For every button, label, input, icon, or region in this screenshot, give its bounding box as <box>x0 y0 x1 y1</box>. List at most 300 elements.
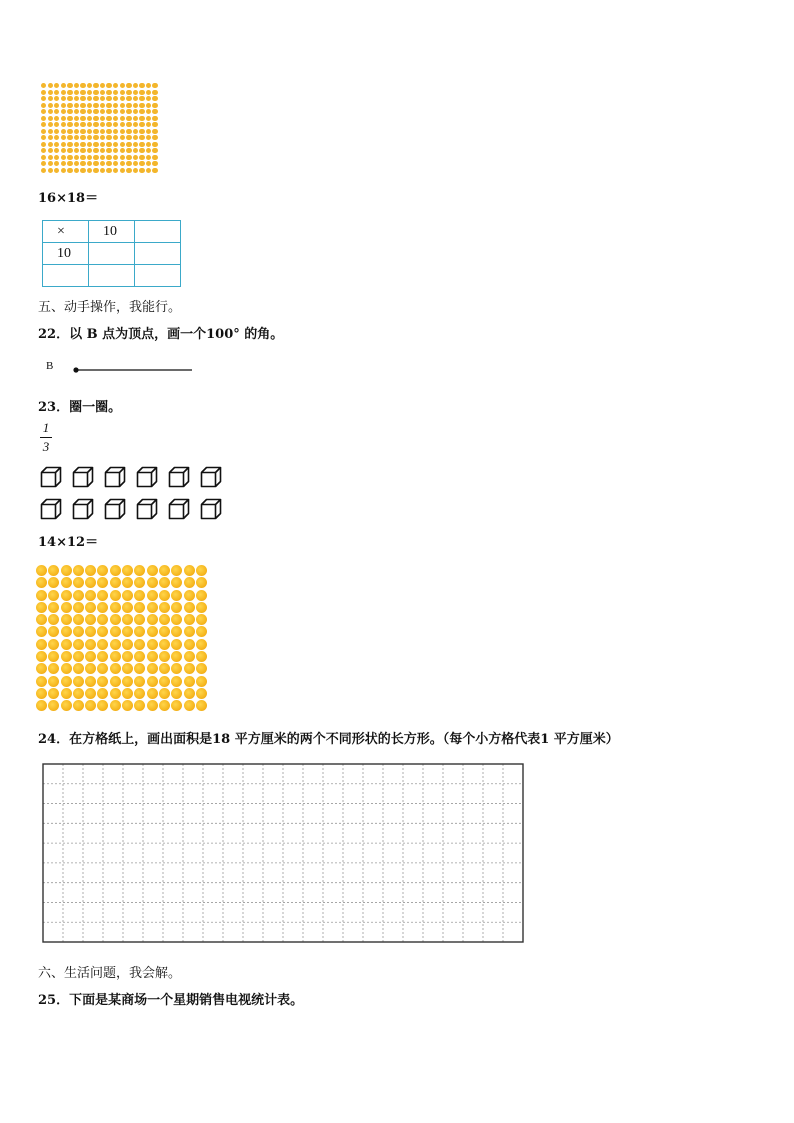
dot <box>74 109 79 114</box>
dot <box>67 148 72 153</box>
small-dot-array <box>41 83 159 174</box>
dot <box>61 663 72 674</box>
dot <box>122 700 133 711</box>
dot <box>73 688 84 699</box>
dot <box>122 565 133 576</box>
dot <box>87 109 92 114</box>
dot <box>120 109 125 114</box>
dot <box>120 142 125 147</box>
dot <box>113 122 118 127</box>
dot <box>133 161 138 166</box>
dot <box>146 116 151 121</box>
cube-icon[interactable] <box>136 498 158 520</box>
dot <box>133 90 138 95</box>
dot <box>184 639 195 650</box>
fraction-denominator: 3 <box>42 439 50 454</box>
dot <box>85 651 96 662</box>
dot <box>126 96 131 101</box>
dot <box>61 103 66 108</box>
dot <box>36 602 47 613</box>
dot <box>147 676 158 687</box>
dot <box>80 129 85 134</box>
dot <box>61 109 66 114</box>
dot <box>110 590 121 601</box>
dot <box>80 142 85 147</box>
dot <box>67 142 72 147</box>
dot <box>133 116 138 121</box>
dot <box>139 96 144 101</box>
dot <box>67 122 72 127</box>
dot <box>152 135 157 140</box>
cube-icon[interactable] <box>168 498 190 520</box>
dot <box>184 676 195 687</box>
dot <box>146 135 151 140</box>
dot <box>48 83 53 88</box>
dot <box>87 90 92 95</box>
dot <box>147 626 158 637</box>
dot <box>196 688 207 699</box>
dot <box>122 651 133 662</box>
dot <box>67 135 72 140</box>
dot <box>106 142 111 147</box>
dot <box>110 639 121 650</box>
dot <box>85 663 96 674</box>
dot <box>171 626 182 637</box>
dot <box>152 90 157 95</box>
dot <box>61 676 72 687</box>
dot <box>196 602 207 613</box>
dot <box>122 688 133 699</box>
dot <box>146 83 151 88</box>
dot <box>113 90 118 95</box>
table-cell[interactable] <box>89 243 135 265</box>
dot <box>97 639 108 650</box>
dot <box>85 688 96 699</box>
dot <box>61 614 72 625</box>
dot <box>87 161 92 166</box>
dot <box>100 129 105 134</box>
dot <box>113 155 118 160</box>
dot <box>67 90 72 95</box>
dot <box>139 142 144 147</box>
table-cell: × <box>43 221 89 243</box>
table-cell[interactable] <box>135 243 181 265</box>
dot <box>80 116 85 121</box>
dot <box>171 577 182 588</box>
dot <box>147 577 158 588</box>
dot <box>126 168 131 173</box>
dot <box>41 129 46 134</box>
dot <box>61 700 72 711</box>
dot <box>133 148 138 153</box>
table-cell[interactable] <box>89 265 135 287</box>
dot <box>54 109 59 114</box>
grid-paper[interactable] <box>42 763 526 945</box>
dot <box>48 148 53 153</box>
dot <box>80 109 85 114</box>
dot <box>48 639 59 650</box>
dot <box>159 626 170 637</box>
dot <box>106 83 111 88</box>
section-five-title: 五、动手操作，我能行。 <box>38 300 182 315</box>
dot <box>184 614 195 625</box>
dot <box>139 90 144 95</box>
dot <box>196 590 207 601</box>
dot <box>48 90 53 95</box>
dot <box>85 565 96 576</box>
dot <box>152 96 157 101</box>
dot <box>122 626 133 637</box>
dot <box>48 155 53 160</box>
cube-icon[interactable] <box>72 466 94 488</box>
table-cell[interactable] <box>135 221 181 243</box>
dot <box>133 109 138 114</box>
dot <box>54 129 59 134</box>
dot <box>152 109 157 114</box>
dot <box>61 135 66 140</box>
dot <box>196 565 207 576</box>
dot <box>152 142 157 147</box>
dot <box>106 129 111 134</box>
dot <box>41 90 46 95</box>
dot <box>159 565 170 576</box>
dot <box>146 109 151 114</box>
dot <box>54 161 59 166</box>
dot <box>152 129 157 134</box>
dot <box>54 155 59 160</box>
dot <box>61 142 66 147</box>
dot <box>196 676 207 687</box>
dot <box>48 168 53 173</box>
dot <box>61 122 66 127</box>
dot <box>87 103 92 108</box>
dot <box>122 614 133 625</box>
dot <box>126 116 131 121</box>
fraction-one-third <box>40 421 52 454</box>
dot <box>74 83 79 88</box>
dot <box>134 639 145 650</box>
dot <box>120 122 125 127</box>
cube-icon[interactable] <box>40 466 62 488</box>
dot <box>80 148 85 153</box>
dot <box>113 96 118 101</box>
dot <box>85 639 96 650</box>
dot <box>61 590 72 601</box>
dot <box>110 565 121 576</box>
dot <box>48 116 53 121</box>
dot <box>67 155 72 160</box>
dot <box>122 577 133 588</box>
dot <box>113 168 118 173</box>
dot <box>120 103 125 108</box>
dot <box>139 135 144 140</box>
dot <box>97 676 108 687</box>
dot <box>106 135 111 140</box>
dot <box>74 135 79 140</box>
cube-icon[interactable] <box>168 466 190 488</box>
dot <box>106 161 111 166</box>
dot <box>93 83 98 88</box>
dot <box>133 142 138 147</box>
dot <box>134 700 145 711</box>
dot <box>48 109 53 114</box>
dot <box>36 688 47 699</box>
dot <box>100 90 105 95</box>
cube-icon[interactable] <box>104 498 126 520</box>
dot <box>139 83 144 88</box>
dot <box>74 116 79 121</box>
dot <box>100 116 105 121</box>
dot <box>87 129 92 134</box>
dot <box>120 135 125 140</box>
dot <box>85 700 96 711</box>
dot <box>171 639 182 650</box>
dot <box>126 90 131 95</box>
dot <box>134 651 145 662</box>
dot <box>41 83 46 88</box>
dot <box>67 161 72 166</box>
dot <box>126 83 131 88</box>
dot <box>73 676 84 687</box>
dot <box>110 700 121 711</box>
dot <box>146 129 151 134</box>
dot <box>61 83 66 88</box>
dot <box>61 129 66 134</box>
dot <box>36 700 47 711</box>
dot <box>147 639 158 650</box>
dot <box>61 577 72 588</box>
dot <box>93 148 98 153</box>
dot <box>41 116 46 121</box>
dot <box>196 651 207 662</box>
dot <box>41 148 46 153</box>
dot <box>54 103 59 108</box>
dot <box>152 168 157 173</box>
dot <box>73 651 84 662</box>
dot <box>133 122 138 127</box>
dot <box>120 148 125 153</box>
question-25-text: 25．下面是某商场一个星期销售电视统计表。 <box>38 993 304 1008</box>
dot <box>147 688 158 699</box>
dot <box>126 148 131 153</box>
dot <box>100 83 105 88</box>
dot <box>67 103 72 108</box>
dot <box>73 590 84 601</box>
dot <box>113 142 118 147</box>
dot <box>61 96 66 101</box>
dot <box>122 590 133 601</box>
dot <box>122 676 133 687</box>
dot <box>196 663 207 674</box>
dot <box>85 626 96 637</box>
dot <box>67 96 72 101</box>
dot <box>54 83 59 88</box>
dot <box>48 129 53 134</box>
dot <box>93 168 98 173</box>
dot <box>159 614 170 625</box>
dot <box>74 161 79 166</box>
dot <box>134 688 145 699</box>
dot <box>54 96 59 101</box>
dot <box>67 116 72 121</box>
dot <box>110 688 121 699</box>
dot <box>41 135 46 140</box>
dot <box>122 602 133 613</box>
dot <box>110 676 121 687</box>
dot <box>184 590 195 601</box>
dot <box>73 565 84 576</box>
cube-icon[interactable] <box>72 498 94 520</box>
dot <box>41 96 46 101</box>
dot <box>184 602 195 613</box>
multiplication-expression-16x18: 16×18＝ <box>38 191 99 206</box>
dot <box>106 96 111 101</box>
dot <box>100 155 105 160</box>
dot <box>196 577 207 588</box>
dot <box>100 161 105 166</box>
dot <box>147 651 158 662</box>
dot <box>139 168 144 173</box>
dot <box>54 90 59 95</box>
dot <box>61 639 72 650</box>
table-cell[interactable] <box>135 265 181 287</box>
dot <box>159 688 170 699</box>
dot <box>122 639 133 650</box>
dot <box>133 155 138 160</box>
dot <box>113 148 118 153</box>
dot <box>67 83 72 88</box>
dot <box>73 577 84 588</box>
dot <box>61 116 66 121</box>
dot <box>97 663 108 674</box>
dot <box>171 676 182 687</box>
table-cell: 10 <box>43 243 89 265</box>
dot <box>97 651 108 662</box>
dot <box>147 663 158 674</box>
cube-icon[interactable] <box>104 466 126 488</box>
dot <box>139 103 144 108</box>
dot <box>147 565 158 576</box>
dot <box>87 116 92 121</box>
cube-icon[interactable] <box>200 466 222 488</box>
dot <box>100 122 105 127</box>
cube-icon[interactable] <box>40 498 62 520</box>
dot <box>41 103 46 108</box>
dot <box>36 565 47 576</box>
dot <box>97 590 108 601</box>
dot <box>184 688 195 699</box>
dot <box>110 614 121 625</box>
cube-row <box>40 498 222 520</box>
dot <box>54 142 59 147</box>
dot <box>80 168 85 173</box>
dot <box>139 122 144 127</box>
dot <box>146 96 151 101</box>
dot <box>159 663 170 674</box>
dot <box>134 676 145 687</box>
dot <box>184 577 195 588</box>
dot <box>106 168 111 173</box>
dot <box>80 83 85 88</box>
multiplication-grid-table <box>42 220 181 287</box>
dot <box>87 122 92 127</box>
dot <box>120 90 125 95</box>
dot <box>126 155 131 160</box>
dot <box>134 614 145 625</box>
dot <box>48 663 59 674</box>
dot <box>120 161 125 166</box>
dot <box>133 168 138 173</box>
dot <box>87 83 92 88</box>
dot <box>48 96 53 101</box>
dot <box>36 651 47 662</box>
dot <box>85 590 96 601</box>
dot <box>48 590 59 601</box>
dot <box>196 614 207 625</box>
cube-icon[interactable] <box>136 466 158 488</box>
dot <box>48 700 59 711</box>
dot <box>139 148 144 153</box>
dot <box>171 590 182 601</box>
dot <box>97 602 108 613</box>
table-cell[interactable] <box>43 265 89 287</box>
angle-ray[interactable] <box>70 362 195 376</box>
cube-icon[interactable] <box>200 498 222 520</box>
dot <box>80 135 85 140</box>
dot <box>196 700 207 711</box>
dot <box>100 168 105 173</box>
dot <box>113 103 118 108</box>
dot <box>48 122 53 127</box>
dot <box>73 602 84 613</box>
dot <box>87 168 92 173</box>
dot <box>113 83 118 88</box>
dot <box>41 168 46 173</box>
dot <box>93 96 98 101</box>
dot <box>113 129 118 134</box>
dot <box>122 663 133 674</box>
dot <box>110 602 121 613</box>
dot <box>48 577 59 588</box>
dot <box>100 96 105 101</box>
dot <box>159 700 170 711</box>
dot <box>74 103 79 108</box>
dot <box>100 148 105 153</box>
dot <box>159 639 170 650</box>
dot <box>67 168 72 173</box>
dot <box>61 168 66 173</box>
dot <box>80 155 85 160</box>
fraction-numerator: 1 <box>42 420 50 435</box>
dot <box>159 602 170 613</box>
dot <box>146 122 151 127</box>
dot <box>74 129 79 134</box>
cube-row <box>40 466 222 488</box>
dot <box>54 135 59 140</box>
dot <box>147 590 158 601</box>
dot <box>171 614 182 625</box>
dot <box>152 161 157 166</box>
dot <box>159 651 170 662</box>
dot <box>146 142 151 147</box>
dot <box>74 142 79 147</box>
dot <box>61 155 66 160</box>
dot <box>61 565 72 576</box>
dot <box>73 700 84 711</box>
dot <box>54 122 59 127</box>
dot <box>120 155 125 160</box>
dot <box>41 155 46 160</box>
